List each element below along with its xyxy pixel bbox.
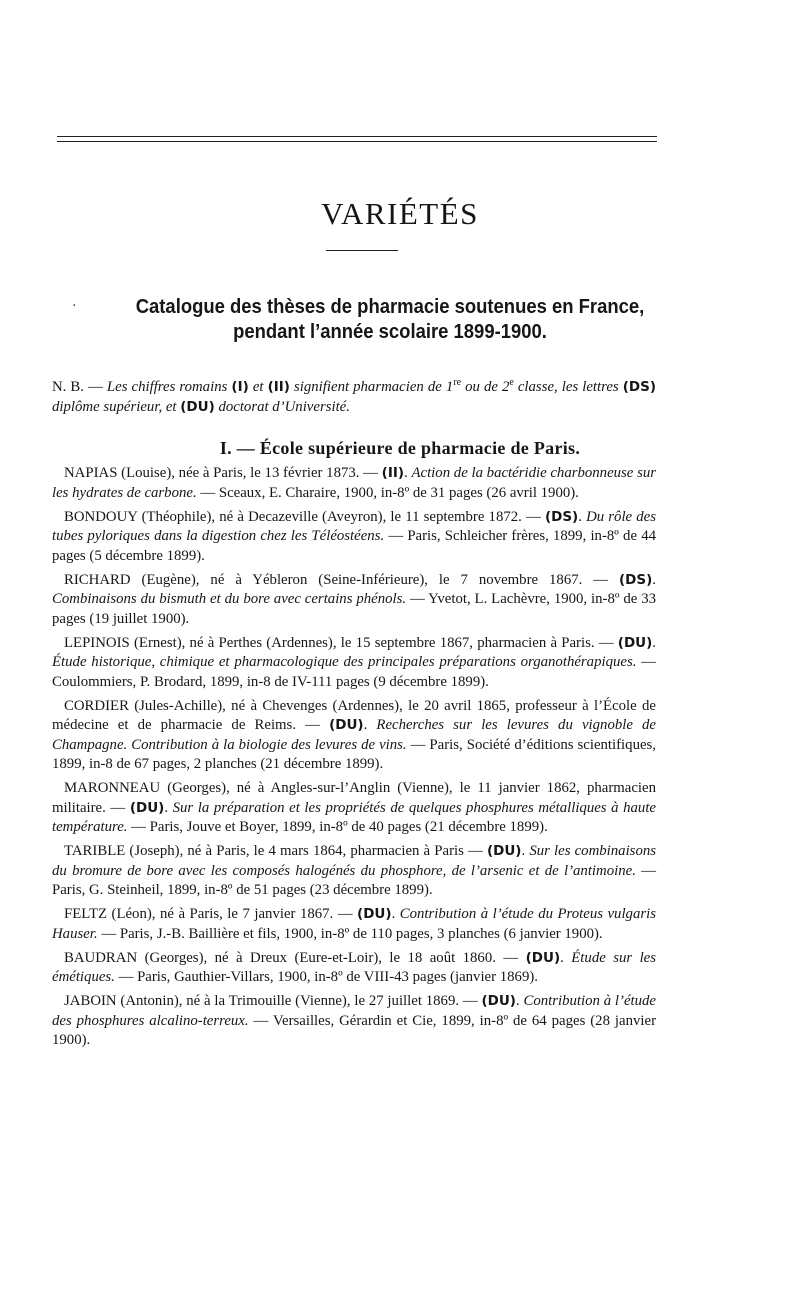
entry-title: Contribution à l’étude du Proteus vulgaris Hauser. [52, 906, 656, 942]
entry-degree: (DU) [486, 843, 522, 859]
top-rule-2 [57, 141, 657, 142]
entry-publication: — Paris, G. Steinheil, 1899, in-8º de 51 pages (23 décembre 1899). [52, 862, 657, 898]
nb-code-ds: (DS) [622, 378, 657, 395]
thesis-entry-maronneau [52, 779, 656, 838]
entry-title: Action de la bactéridie charbonneuse sur les hydrates de carbone. [52, 465, 656, 501]
entry-degree: (DU) [617, 634, 653, 651]
entry-publication: — Paris, Société d’éditions scientifiques, 1899, in-8 de 67 pages, 2 planches (21 décembre 1899). [52, 736, 656, 772]
entry-sep: . [515, 993, 524, 1009]
entry-head: CORDIER (Jules-Achille), né à Chevenges (Ardennes), le 20 avril 1865, professeur à l’École de médecine et de pharmacie de Reims. — [52, 697, 656, 733]
catalog-title [111, 294, 669, 344]
nb-text-6: diplôme supérieur, et [52, 398, 181, 415]
entry-degree: (DU) [129, 799, 165, 816]
entry-title: Recherches sur les levures du vignoble de Champagne. Contribution à la biologie des levures de vins. [52, 717, 656, 753]
entry-head: BAUDRAN (Georges), né à Dreux (Eure-et-Loir), le 18 août 1860. — [64, 949, 526, 966]
nb-sup-e: e [509, 377, 514, 388]
page-title: VARIÉTÉS [321, 196, 479, 231]
thesis-entry-richard [52, 571, 656, 630]
entry-head: MARONNEAU (Georges), né à Angles-sur-l’Anglin (Vienne), le 11 janvier 1862, pharmacien militaire. — [52, 780, 656, 816]
title-underline [326, 250, 398, 251]
entry-sep: . [164, 799, 173, 816]
entry-title: Contribution à l’étude des phosphures alcalino-terreux. [52, 993, 656, 1029]
top-rule-1 [57, 136, 657, 137]
entry-title: Sur la préparation et les propriétés de quelques phosphures métalliques à haute température. [52, 799, 656, 835]
catalog-title-line-2: pendant l’année scolaire 1899-1900. [233, 320, 547, 343]
entry-publication: — Yvetot, L. Lachèvre, 1900, in-8º de 33 pages (19 juillet 1900). [52, 591, 656, 627]
nb-text-2: et [248, 378, 268, 395]
entry-publication: — Versailles, Gérardin et Cie, 1899, in-8º de 64 pages (28 janvier 1900). [52, 1012, 656, 1048]
entry-head: TARIBLE (Joseph), né à Paris, le 4 mars 1864, pharmacien à Paris — [64, 843, 487, 859]
entry-publication: — Paris, Schleicher frères, 1899, in-8º de 44 pages (5 décembre 1899). [52, 528, 656, 564]
entry-degree: (DU) [481, 993, 516, 1009]
catalog-title-line-1: Catalogue des thèses de pharmacie soutenues en France, [135, 295, 645, 318]
nb-code-du: (DU) [180, 398, 215, 415]
entry-degree: (DS) [544, 508, 579, 525]
nb-text-5: classe, les lettres [513, 378, 623, 395]
entry-degree: (DU) [357, 906, 392, 922]
nb-text-1: Les chiffres romains [106, 378, 232, 395]
entry-publication: — Paris, J.-B. Baillière et fils, 1900, in-8º de 110 pages, 3 planches (6 janvier 1900). [97, 925, 603, 942]
nb-text-7: doctorat d’Université. [214, 398, 350, 415]
entry-sep: . [578, 508, 587, 525]
nb-code-i: (I) [231, 378, 249, 395]
entry-title: Combinaisons du bismuth et du bore avec certains phénols. [52, 591, 407, 607]
entry-sep: . [560, 949, 572, 966]
entry-head: LEPINOIS (Ernest), né à Perthes (Ardennes), le 15 septembre 1867, pharmacien à Paris. — [64, 634, 618, 651]
thesis-entry-feltz [52, 905, 656, 944]
thesis-entry-lepinois [52, 634, 656, 693]
entry-head: BONDOUY (Théophile), né à Decazeville (Aveyron), le 11 septembre 1872. — [64, 508, 545, 525]
thesis-entry-baudran [52, 949, 656, 988]
entry-publication: — Coulommiers, P. Brodard, 1899, in-8 de IV-111 pages (9 décembre 1899). [52, 654, 656, 690]
entry-title: Sur les combinaisons du bromure de bore avec les composés halogénés du phosphore, de l’arsenic et de l’antimoine. [52, 843, 656, 879]
nb-text-3: signifient pharmacien de 1 [289, 378, 454, 395]
entry-sep: . [391, 906, 400, 922]
entry-publication: — Paris, Jouve et Boyer, 1899, in-8º de 40 pages (21 décembre 1899). [127, 819, 548, 835]
section-heading: I. — École supérieure de pharmacie de Paris. [219, 438, 581, 458]
thesis-entry-tarible [52, 842, 656, 901]
entry-title: Du rôle des tubes pyloriques dans la digestion chez les Téléostéens. [52, 508, 656, 544]
thesis-entry-jaboin [52, 992, 656, 1051]
entry-sep: . [521, 843, 530, 859]
entry-head: FELTZ (Léon), né à Paris, le 7 janvier 1867. — [64, 906, 358, 922]
nb-label: N. B. — [52, 378, 107, 395]
entry-head: RICHARD (Eugène), né à Yébleron (Seine-Inférieure), le 7 novembre 1867. — [64, 571, 620, 588]
entry-sep: . [652, 634, 656, 651]
thesis-entry-bondouy [52, 508, 656, 567]
nb-text-4: ou de 2 [461, 378, 510, 395]
nb-sup-re: re [453, 377, 462, 388]
entry-degree: (DU) [525, 949, 561, 966]
entry-head: JABOIN (Antonin), né à la Trimouille (Vienne), le 27 juillet 1869. — [64, 993, 482, 1009]
entry-sep: . [363, 717, 377, 733]
entry-publication: — Sceaux, E. Charaire, 1900, in-8º de 31 pages (26 avril 1900). [196, 484, 579, 501]
thesis-list [52, 464, 656, 1055]
nota-bene [52, 373, 656, 417]
entry-degree: (II) [381, 465, 405, 481]
entry-degree: (DS) [619, 571, 653, 588]
entry-title: Étude historique, chimique et pharmacologique des principales préparations organothérapiques. [52, 654, 637, 670]
entry-sep: . [652, 571, 656, 588]
entry-sep: . [404, 465, 412, 481]
nb-code-ii: (II) [267, 378, 290, 395]
thesis-entry-napias [52, 464, 656, 503]
margin-mark: · [72, 298, 77, 314]
entry-title: Étude sur les émétiques. [52, 949, 657, 985]
thesis-entry-cordier [52, 697, 656, 775]
entry-degree: (DU) [329, 717, 364, 733]
entry-head: NAPIAS (Louise), née à Paris, le 13 février 1873. — [64, 465, 382, 481]
entry-publication: — Paris, Gauthier-Villars, 1900, in-8º de VIII-43 pages (janvier 1869). [114, 969, 538, 985]
